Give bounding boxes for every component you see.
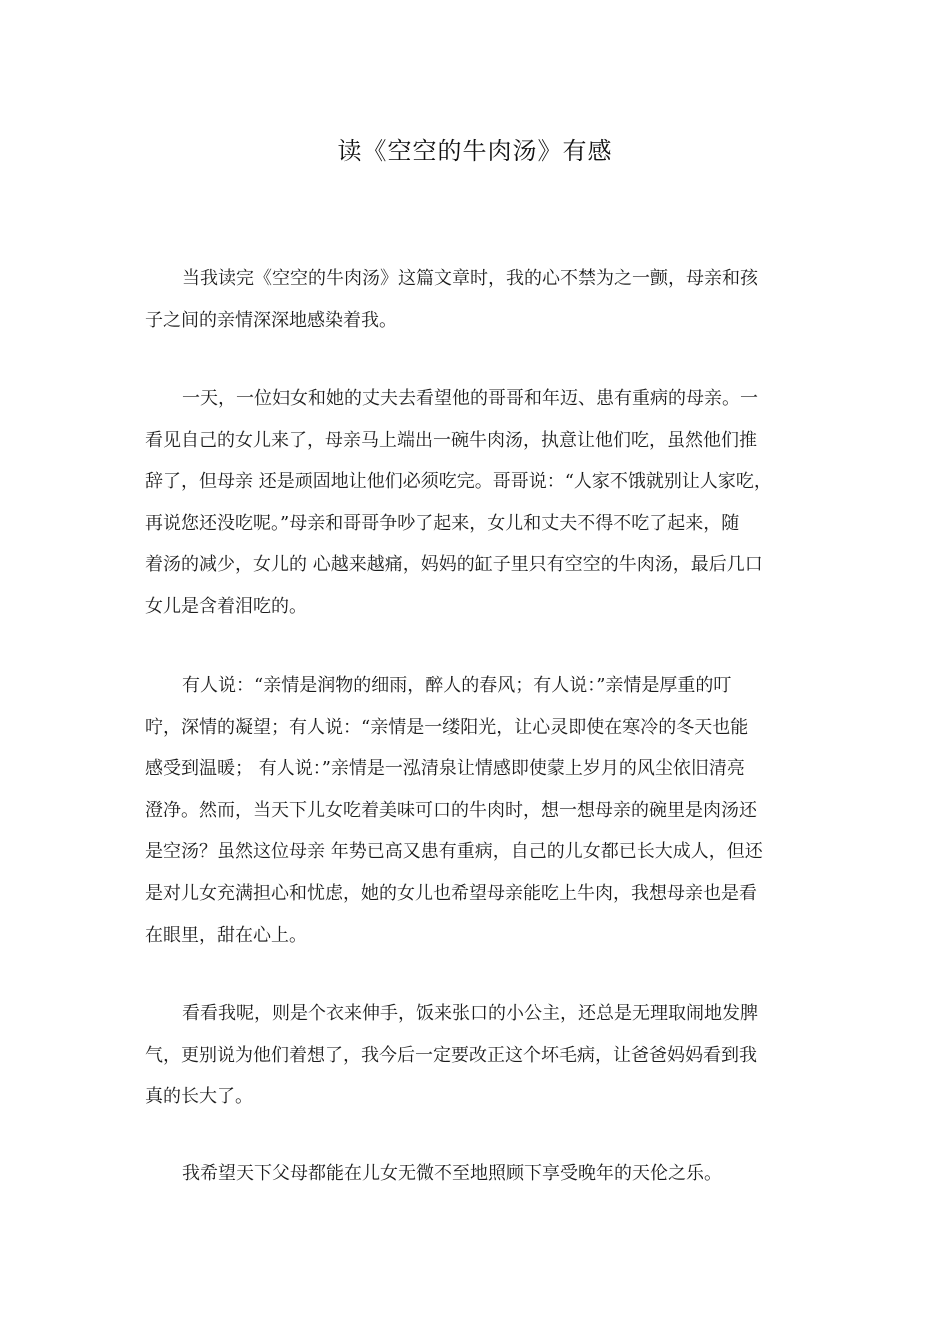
paragraph-line: 一天，一位妇女和她的丈夫去看望他的哥哥和年迈、患有重病的母亲。一 [182,388,758,409]
paragraph-line: 有人说：“亲情是润物的细雨，醉人的春风；有人说：”亲情是厚重的叮 [182,675,732,696]
document-title: 读《空空的牛肉汤》有感 [337,137,613,165]
paragraph-5 [145,1153,817,1195]
paragraph-line: 女儿是含着泪吃的。 [145,595,307,617]
paragraph-line: 感受到温暖； 有人说：”亲情是一泓清泉让情感即使蒙上岁月的风尘依旧清亮 [145,758,745,780]
paragraph-line: 再说您还没吃呢。”母亲和哥哥争吵了起来，女儿和丈夫不得不吃了起来，随 [145,512,740,534]
paragraph-3 [145,665,817,956]
paragraph-line: 咛，深情的凝望；有人说：“亲情是一缕阳光，让心灵即使在寒冷的冬天也能 [145,716,749,738]
paragraph-line: 辞了，但母亲 还是顽固地让他们必须吃完。哥哥说：“人家不饿就别让人家吃， [145,471,772,493]
paragraph-line: 是对儿女充满担心和忧虑，她的女儿也希望母亲能吃上牛肉，我想母亲也是看 [145,882,757,904]
paragraph-line: 我希望天下父母都能在儿女无微不至地照顾下享受晚年的天伦之乐。 [182,1163,722,1184]
paragraph-line: 澄净。然而，当天下儿女吃着美味可口的牛肉时，想一想母亲的碗里是肉汤还 [145,799,757,821]
paragraph-1 [145,258,817,341]
paragraph-line: 当我读完《空空的牛肉汤》这篇文章时，我的心不禁为之一颤，母亲和孩 [182,268,758,289]
paragraph-line: 看看我呢，则是个衣来伸手，饭来张口的小公主，还总是无理取闹地发脾 [182,1003,758,1024]
paragraph-line: 是空汤？虽然这位母亲 年势已高又患有重病，自己的儿女都已长大成人，但还 [145,841,763,863]
paragraph-4 [145,993,817,1118]
paragraph-line: 气，更别说为他们着想了，我今后一定要改正这个坏毛病，让爸爸妈妈看到我 [145,1044,757,1066]
paragraph-2 [145,378,817,628]
paragraph-line: 真的长大了。 [145,1086,253,1108]
paragraph-line: 子之间的亲情深深地感染着我。 [145,309,397,331]
paragraph-line: 着汤的减少，女儿的 心越来越痛，妈妈的缸子里只有空空的牛肉汤，最后几口 [145,554,763,576]
paragraph-line: 看见自己的女儿来了，母亲马上端出一碗牛肉汤，执意让他们吃，虽然他们推 [145,429,757,451]
paragraph-line: 在眼里，甜在心上。 [145,924,307,946]
